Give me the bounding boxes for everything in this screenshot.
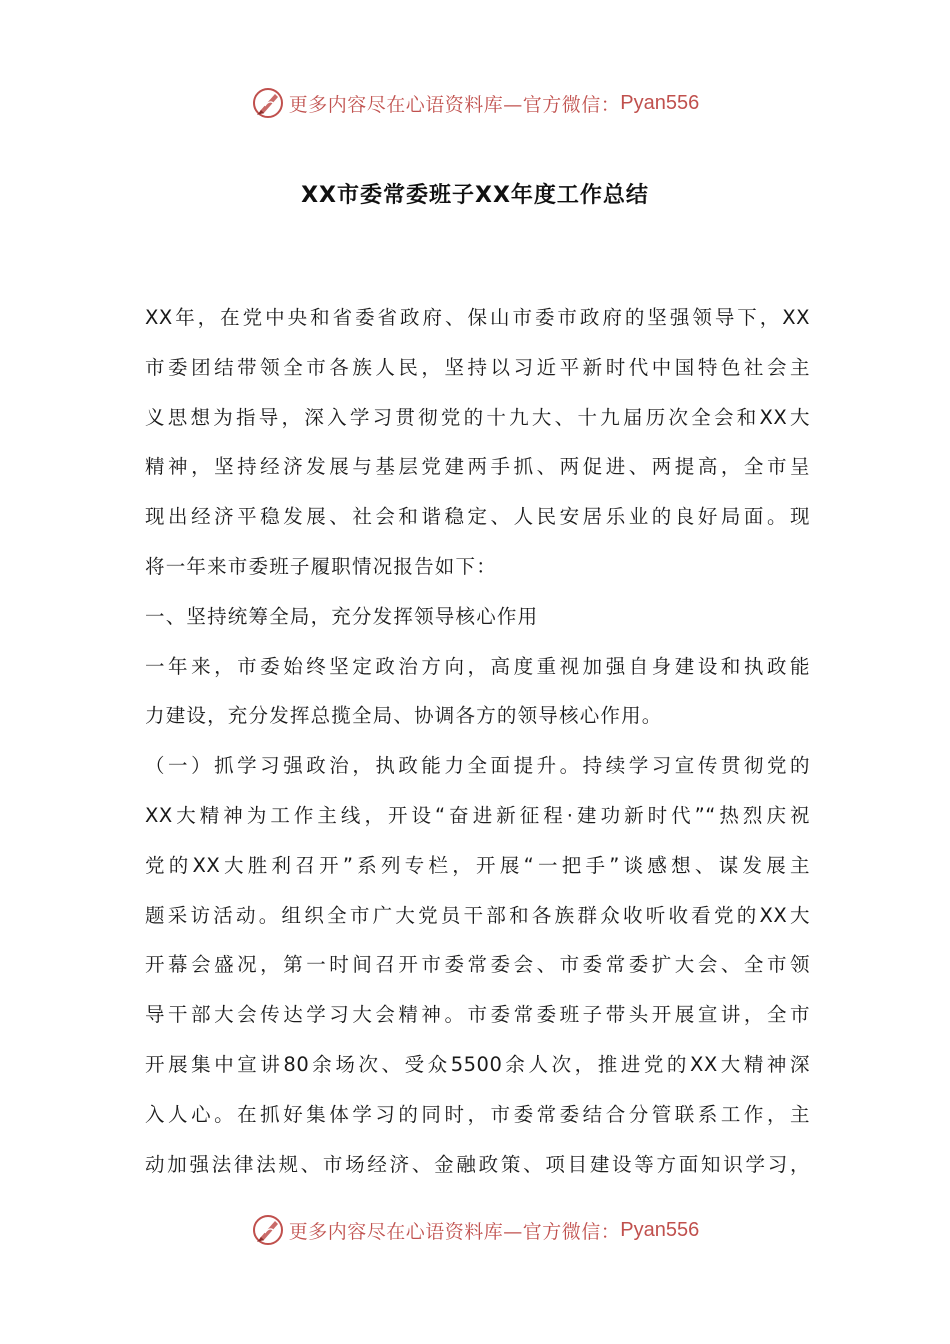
banner-wechat-id: Pyan556 bbox=[620, 91, 700, 114]
body-line: 开展集中宣讲80余场次、受众5500余人次，推进党的XX大精神深 bbox=[145, 1052, 810, 1076]
body-line: 开幕会盛况，第一时间召开市委常委会、市委常委扩大会、全市领 bbox=[145, 953, 810, 977]
footer-banner bbox=[0, 1210, 950, 1250]
document-body bbox=[145, 297, 810, 1193]
body-line: XX大精神为工作主线，开设“奋进新征程·建功新时代”“热烈庆祝 bbox=[145, 803, 810, 827]
section-heading: 一、坚持统筹全局，充分发挥领导核心作用 bbox=[145, 604, 539, 628]
body-line: XX年，在党中央和省委省政府、保山市委市政府的坚强领导下，XX bbox=[145, 306, 810, 329]
pen-logo-icon bbox=[251, 86, 285, 120]
body-line: 将一年来市委班子履职情况报告如下： bbox=[145, 554, 497, 578]
banner-wechat-id: Pyan556 bbox=[620, 1218, 700, 1241]
body-line: 力建设，充分发挥总揽全局、协调各方的领导核心作用。 bbox=[145, 704, 663, 728]
document-title: XX市委常委班子XX年度工作总结 bbox=[301, 183, 649, 208]
body-line: 党的XX大胜利召开”系列专栏，开展“一把手”谈感想、谋发展主 bbox=[145, 853, 810, 877]
body-line: 动加强法律法规、市场经济、金融政策、项目建设等方面知识学习， bbox=[145, 1152, 810, 1176]
pen-logo-icon bbox=[251, 1213, 285, 1247]
body-line: 一年来，市委始终坚定政治方向，高度重视加强自身建设和执政能 bbox=[145, 654, 810, 678]
body-line: 入人心。在抓好集体学习的同时，市委常委结合分管联系工作，主 bbox=[145, 1102, 810, 1126]
body-line: 市委团结带领全市各族人民，坚持以习近平新时代中国特色社会主 bbox=[145, 355, 810, 379]
body-line: 现出经济平稳发展、社会和谐稳定、人民安居乐业的良好局面。现 bbox=[145, 505, 810, 529]
banner-text: 更多内容尽在心语资料库—官方微信： bbox=[288, 93, 621, 116]
banner-text: 更多内容尽在心语资料库—官方微信： bbox=[288, 1220, 621, 1243]
subsection-line: （一）抓学习强政治，执政能力全面提升。持续学习宣传贯彻党的 bbox=[145, 754, 810, 778]
body-line: 导干部大会传达学习大会精神。市委常委班子带头开展宣讲，全市 bbox=[145, 1003, 810, 1027]
body-line: 题采访活动。组织全市广大党员干部和各族群众收听收看党的XX大 bbox=[145, 903, 810, 927]
body-line: 精神，坚持经济发展与基层党建两手抓、两促进、两提高，全市呈 bbox=[145, 455, 810, 479]
header-banner bbox=[0, 83, 950, 123]
body-line: 义思想为指导，深入学习贯彻党的十九大、十九届历次全会和XX大 bbox=[145, 405, 810, 429]
